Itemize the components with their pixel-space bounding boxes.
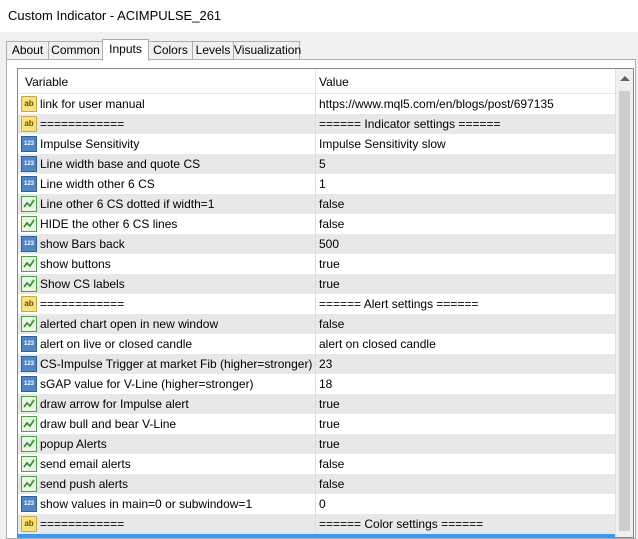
cell-divider xyxy=(315,414,316,434)
variable-name: show values in main=0 or subwindow=1 xyxy=(40,497,253,511)
cell-divider xyxy=(315,394,316,414)
window-title: Custom Indicator - ACIMPULSE_261 xyxy=(8,8,222,23)
integer-icon: 123 xyxy=(21,136,37,152)
table-row[interactable] xyxy=(18,134,615,154)
cell-divider xyxy=(315,134,316,154)
variable-name: Show CS labels xyxy=(40,277,125,291)
integer-icon: 123 xyxy=(21,496,37,512)
table-row[interactable] xyxy=(18,514,615,534)
grid-header xyxy=(18,69,615,94)
table-row[interactable] xyxy=(18,494,615,514)
table-row[interactable] xyxy=(18,314,615,334)
cell-divider xyxy=(315,474,316,494)
integer-icon: 123 xyxy=(21,356,37,372)
variable-value[interactable]: false xyxy=(319,197,345,211)
column-header-variable[interactable]: Variable xyxy=(25,75,69,89)
variable-value[interactable]: false xyxy=(319,217,345,231)
cell-divider xyxy=(315,494,316,514)
variable-name: HIDE the other 6 CS lines xyxy=(40,217,178,231)
variable-value[interactable]: false xyxy=(319,477,345,491)
table-row[interactable] xyxy=(18,434,615,454)
tab-strip xyxy=(6,39,632,60)
cell-divider xyxy=(315,374,316,394)
table-row[interactable] xyxy=(18,114,615,134)
variable-name: ============ xyxy=(40,297,125,311)
table-row[interactable] xyxy=(18,214,615,234)
scroll-up-arrow-icon[interactable] xyxy=(620,76,630,81)
boolean-icon xyxy=(21,436,37,452)
variable-value[interactable]: 500 xyxy=(319,237,340,251)
table-row[interactable] xyxy=(18,454,615,474)
boolean-icon xyxy=(21,256,37,272)
cell-divider xyxy=(315,194,316,214)
variable-name: Line width base and quote CS xyxy=(40,157,201,171)
variable-name: alerted chart open in new window xyxy=(40,317,219,331)
boolean-icon xyxy=(21,456,37,472)
variable-value[interactable]: true xyxy=(319,257,340,271)
variable-value[interactable]: true xyxy=(319,417,340,431)
table-row[interactable] xyxy=(18,394,615,414)
table-row[interactable] xyxy=(18,234,615,254)
string-icon: ab xyxy=(21,296,37,312)
variable-value[interactable]: 1 xyxy=(319,177,326,191)
boolean-icon xyxy=(21,276,37,292)
tab-inputs[interactable]: Inputs xyxy=(102,39,149,61)
variable-name: draw arrow for Impulse alert xyxy=(40,397,189,411)
tab-colors[interactable]: Colors xyxy=(148,41,193,60)
cell-divider xyxy=(315,174,316,194)
integer-icon: 123 xyxy=(21,336,37,352)
variable-value[interactable]: ====== Indicator settings ====== xyxy=(319,117,501,131)
cell-divider xyxy=(315,214,316,234)
column-header-value[interactable]: Value xyxy=(319,75,349,89)
string-icon: ab xyxy=(21,516,37,532)
cell-divider xyxy=(315,254,316,274)
table-row[interactable] xyxy=(18,474,615,494)
variable-value[interactable]: 5 xyxy=(319,157,326,171)
cell-divider xyxy=(315,94,316,114)
tab-visualization[interactable]: Visualization xyxy=(233,41,300,60)
table-row[interactable] xyxy=(18,154,615,174)
tab-common[interactable]: Common xyxy=(48,41,103,60)
variable-value[interactable]: true xyxy=(319,437,340,451)
table-row[interactable] xyxy=(18,374,615,394)
variable-name: show buttons xyxy=(40,257,111,271)
table-row[interactable] xyxy=(18,354,615,374)
variable-name: ============ xyxy=(40,117,125,131)
cell-divider xyxy=(315,114,316,134)
table-row[interactable] xyxy=(18,274,615,294)
variable-name: Line width other 6 CS xyxy=(40,177,155,191)
table-row[interactable] xyxy=(18,254,615,274)
variable-name: show Bars back xyxy=(40,237,125,251)
boolean-icon xyxy=(21,196,37,212)
variable-name: sGAP value for V-Line (higher=stronger) xyxy=(40,377,254,391)
variable-value[interactable]: false xyxy=(319,457,345,471)
table-row[interactable] xyxy=(18,174,615,194)
variable-value[interactable]: true xyxy=(319,277,340,291)
variable-name: CS-Impulse Trigger at market Fib (higher=stronger) xyxy=(40,357,313,371)
table-row[interactable] xyxy=(18,94,615,114)
cell-divider xyxy=(315,294,316,314)
vertical-scrollbar[interactable] xyxy=(615,69,633,538)
variable-name: send email alerts xyxy=(40,457,131,471)
scrollbar-thumb[interactable] xyxy=(619,91,630,531)
inputs-grid xyxy=(17,68,634,538)
table-row[interactable] xyxy=(18,414,615,434)
cell-divider xyxy=(315,234,316,254)
cell-divider xyxy=(315,454,316,474)
variable-value[interactable]: 0 xyxy=(319,497,326,511)
cell-divider xyxy=(315,514,316,534)
cell-divider xyxy=(315,274,316,294)
table-row[interactable] xyxy=(18,194,615,214)
cell-divider xyxy=(315,154,316,174)
integer-icon: 123 xyxy=(21,176,37,192)
integer-icon: 123 xyxy=(21,236,37,252)
variable-value[interactable]: ====== Alert settings ====== xyxy=(319,297,479,311)
variable-name: link for user manual xyxy=(40,97,145,111)
string-icon: ab xyxy=(21,116,37,132)
variable-value[interactable]: alert on closed candle xyxy=(319,337,436,351)
table-row[interactable] xyxy=(18,294,615,314)
variable-value[interactable]: ====== Color settings ====== xyxy=(319,517,484,531)
variable-name: send push alerts xyxy=(40,477,129,491)
boolean-icon xyxy=(21,476,37,492)
table-row[interactable] xyxy=(18,334,615,354)
variable-value[interactable]: true xyxy=(319,397,340,411)
cell-divider xyxy=(315,334,316,354)
integer-icon: 123 xyxy=(21,156,37,172)
variable-name: Impulse Sensitivity xyxy=(40,137,140,151)
integer-icon: 123 xyxy=(21,376,37,392)
variable-name: popup Alerts xyxy=(40,437,107,451)
tab-about[interactable]: About xyxy=(6,41,49,60)
string-icon: ab xyxy=(21,96,37,112)
variable-name: Line other 6 CS dotted if width=1 xyxy=(40,197,215,211)
variable-value[interactable]: https://www.mql5.com/en/blogs/post/697135 xyxy=(319,97,554,111)
variable-name: alert on live or closed candle xyxy=(40,337,193,351)
cell-divider xyxy=(315,314,316,334)
boolean-icon xyxy=(21,396,37,412)
cell-divider xyxy=(315,434,316,454)
boolean-icon xyxy=(21,416,37,432)
tab-levels[interactable]: Levels xyxy=(192,41,234,60)
variable-value[interactable]: 23 xyxy=(319,357,333,371)
boolean-icon xyxy=(21,316,37,332)
variable-name: ============ xyxy=(40,517,125,531)
cell-divider xyxy=(315,354,316,374)
grid-rows xyxy=(18,94,615,538)
variable-value[interactable]: false xyxy=(319,317,345,331)
title-bar xyxy=(0,0,638,32)
selected-row-partial[interactable] xyxy=(18,534,615,538)
column-divider[interactable] xyxy=(315,69,316,93)
boolean-icon xyxy=(21,216,37,232)
variable-value[interactable]: 18 xyxy=(319,377,333,391)
variable-name: draw bull and bear V-Line xyxy=(40,417,177,431)
variable-value[interactable]: Impulse Sensitivity slow xyxy=(319,137,446,151)
